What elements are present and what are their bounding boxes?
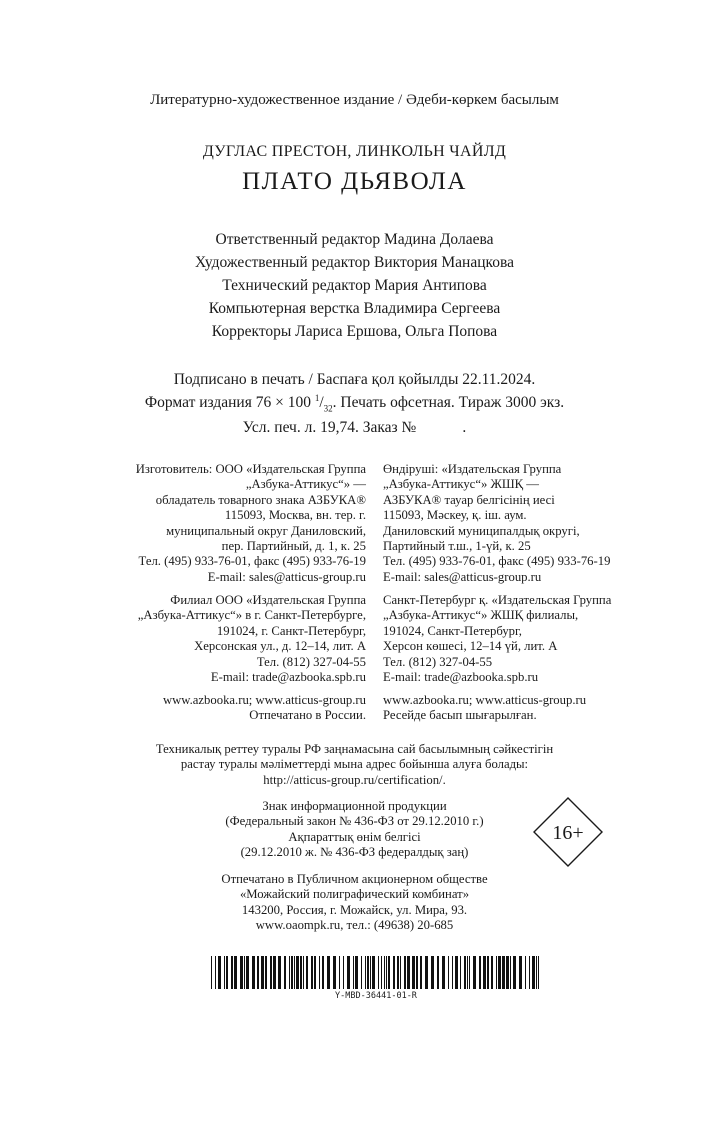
- barcode-bar: [278, 956, 281, 989]
- text-line: www.oaompk.ru, тел.: (49638) 20-685: [255, 918, 454, 933]
- barcode-bar: [393, 956, 395, 989]
- website-line: www.azbooka.ru; www.atticus-group.ru: [162, 693, 366, 707]
- book-title: ПЛАТО ДЬЯВОЛА: [242, 168, 467, 195]
- format-numerator: 1: [314, 393, 320, 403]
- barcode-bar: [469, 956, 470, 989]
- text-line: муниципальный округ Даниловский,: [166, 523, 366, 538]
- text-line: Санкт-Петербург қ. «Издательская Группа: [383, 593, 612, 607]
- text-line: АЗБУКА® тауар белгісінің иесі: [383, 492, 555, 507]
- barcode-bar: [224, 956, 225, 989]
- barcode-bar: [502, 956, 505, 989]
- barcode-bar: [464, 956, 466, 989]
- text-line: обладатель товарного знака АЗБУКА®: [155, 492, 366, 507]
- volume-line: Усл. печ. л. 19,74. Заказ № .: [242, 419, 467, 437]
- text-line: Тел. (812) 327-04-55: [256, 654, 366, 669]
- barcode-bar: [420, 956, 422, 989]
- barcode-bar: [300, 956, 302, 989]
- barcode-bar: [455, 956, 458, 989]
- text-line: Даниловский муниципалдық округі,: [383, 523, 580, 538]
- barcode-bar: [386, 956, 387, 989]
- web-kz: [383, 693, 586, 724]
- barcode-bar: [519, 956, 522, 989]
- barcode-bar: [388, 956, 390, 989]
- web-ru: [163, 693, 366, 724]
- manufacturer-ru: [136, 462, 366, 585]
- barcode-bar: [246, 956, 249, 989]
- staff-credits: [0, 228, 709, 343]
- genre-line: Литературно-художественное издание / Әдеби-көркем басылым: [150, 92, 559, 108]
- barcode-bar: [536, 956, 537, 989]
- barcode-bar: [319, 956, 320, 989]
- barcode-bar: [448, 956, 449, 989]
- barcode-bar: [506, 956, 509, 989]
- barcode-bar: [231, 956, 233, 989]
- format-denominator: 32: [323, 403, 333, 414]
- barcode-bar: [538, 956, 539, 989]
- text-line: (Федеральный закон № 436-ФЗ от 29.12.2010 г.): [225, 814, 484, 829]
- barcode-bar: [291, 956, 293, 989]
- age-rating-label: 16+: [552, 822, 584, 844]
- age-rating-badge: [532, 796, 604, 868]
- text-line: Знак информационной продукции: [262, 799, 447, 813]
- barcode-bar: [452, 956, 453, 989]
- staff-line: Технический редактор Мария Антипова: [222, 277, 487, 294]
- staff-line: Художественный редактор Виктория Манацкова: [195, 254, 514, 271]
- barcode-bar: [479, 956, 481, 989]
- barcode-bar: [437, 956, 439, 989]
- barcode-bar: [467, 956, 468, 989]
- barcode-bar: [378, 956, 379, 989]
- website-line: www.azbooka.ru; www.atticus-group.ru: [383, 693, 587, 707]
- barcode-bar: [343, 956, 344, 989]
- branch-ru: [138, 593, 366, 685]
- barcode-bar: [370, 956, 371, 989]
- barcode-bar: [294, 956, 295, 989]
- text-line: Изготовитель: ООО «Издательская Группа: [135, 462, 366, 476]
- staff-line: Компьютерная верстка Владимира Сергеева: [208, 300, 501, 317]
- barcode-bar: [327, 956, 330, 989]
- text-line: Ақпараттық өнім белгісі: [288, 829, 421, 844]
- barcode-bar: [473, 956, 476, 989]
- text-line: (29.12.2010 ж. № 436-ФЗ федералдық заң): [240, 845, 469, 860]
- text-line: „Азбука-Аттикус“» ЖШҚ —: [383, 477, 539, 492]
- text-line: Тел. (495) 933-76-01, факс (495) 933-76-19: [138, 554, 366, 569]
- text-line: 115093, Мәскеу, қ. іш. аум.: [383, 508, 527, 523]
- barcode-bar: [397, 956, 399, 989]
- text-line: 191024, г. Санкт-Петербург,: [216, 623, 366, 638]
- text-line: 143200, Россия, г. Можайск, ул. Мира, 93.: [241, 902, 468, 917]
- barcode-bar: [532, 956, 535, 989]
- barcode-bar: [400, 956, 401, 989]
- email-line: E-mail: trade@azbooka.spb.ru: [383, 670, 539, 685]
- barcode-bar: [347, 956, 350, 989]
- barcode-bar: [416, 956, 418, 989]
- barcode-bar: [273, 956, 276, 989]
- barcode-bar: [498, 956, 501, 989]
- text-line: Тел. (495) 933-76-01, факс (495) 933-76-19: [383, 554, 611, 569]
- barcode-bar: [353, 956, 354, 989]
- barcode-bar: [483, 956, 486, 989]
- barcode-bar: [261, 956, 264, 989]
- text-line: „Азбука-Аттикус“» —: [245, 477, 366, 492]
- barcode-bar: [487, 956, 489, 989]
- format-line: Формат издания 76 × 100 $^1/_{32}$. Печать офсетная. Тираж 3000 экз.: [144, 393, 565, 414]
- branch-kz: [383, 593, 611, 685]
- barcode-bar: [333, 956, 336, 989]
- barcode-bar: [211, 956, 212, 989]
- tech-regulation: [0, 742, 709, 788]
- certification-link: http://atticus-group.ru/certification/.: [263, 772, 446, 787]
- text-line: „Азбука-Аттикус“» ЖШҚ филиалы,: [383, 608, 579, 623]
- text-line: Партийный т.ш., 1-үй, к. 25: [383, 539, 531, 554]
- barcode-bar: [240, 956, 243, 989]
- barcode-bar: [303, 956, 304, 989]
- barcode-bar: [257, 956, 259, 989]
- manufacturer-kz: [383, 462, 610, 585]
- barcode-bar: [381, 956, 382, 989]
- barcode-bar: [252, 956, 255, 989]
- text-line: Техникалық реттеу туралы РФ заңнамасына сай басылымның сәйкестігін: [155, 742, 554, 756]
- barcode-bar: [372, 956, 375, 989]
- barcode-bar: [425, 956, 428, 989]
- barcode-bar: [431, 956, 434, 989]
- barcode-bar: [296, 956, 299, 989]
- barcode-bar: [367, 956, 369, 989]
- barcode-bar: [407, 956, 410, 989]
- text-line: Отпечатано в России.: [249, 708, 366, 723]
- barcode-bar: [306, 956, 308, 989]
- barcode-bar: [289, 956, 290, 989]
- email-line: E-mail: sales@atticus-group.ru: [207, 569, 366, 584]
- signed-line: Подписано в печать / Баспаға қол қойылды 22.11.2024.: [173, 371, 536, 388]
- barcode-bar: [270, 956, 272, 989]
- barcode-bar: [226, 956, 228, 989]
- text-line: Ресейде басып шығарылған.: [383, 708, 537, 723]
- email-line: E-mail: trade@azbooka.spb.ru: [210, 670, 366, 685]
- barcode: [211, 956, 541, 989]
- barcode-bar: [265, 956, 267, 989]
- staff-line: Корректоры Лариса Ершова, Ольга Попова: [211, 323, 498, 340]
- format-prefix: Формат издания 76 × 100: [144, 394, 315, 412]
- barcode-bar: [491, 956, 493, 989]
- barcode-bar: [361, 956, 362, 989]
- text-line: Тел. (812) 327-04-55: [383, 654, 493, 669]
- barcode-bar: [218, 956, 221, 989]
- authors: ДУГЛАС ПРЕСТОН, ЛИНКОЛЬН ЧАЙЛД: [202, 143, 507, 160]
- text-line: «Можайский полиграфический комбинат»: [239, 887, 470, 902]
- barcode-bar: [496, 956, 497, 989]
- barcode-bar: [234, 956, 237, 989]
- printer-info: [0, 872, 709, 934]
- barcode-bar: [384, 956, 385, 989]
- barcode-bar: [412, 956, 415, 989]
- text-line: Филиал ООО «Издательская Группа: [170, 593, 366, 607]
- barcode-bar: [244, 956, 245, 989]
- text-line: 191024, Санкт-Петербург,: [383, 623, 522, 638]
- barcode-bar: [460, 956, 461, 989]
- barcode-bar: [322, 956, 324, 989]
- text-line: Отпечатано в Публичном акционерном обществе: [221, 872, 488, 886]
- barcode-bar: [215, 956, 216, 989]
- text-line: Херсонская ул., д. 12–14, лит. А: [194, 639, 366, 654]
- barcode-bar: [404, 956, 406, 989]
- email-line: E-mail: sales@atticus-group.ru: [383, 569, 542, 584]
- text-line: Өндіруші: «Издательская Группа: [383, 462, 562, 476]
- text-line: растау туралы мәліметтерді мына адрес бойынша алуға болады:: [180, 757, 529, 772]
- text-line: Херсон көшесі, 12–14 үй, лит. А: [383, 639, 558, 654]
- barcode-bar: [355, 956, 358, 989]
- print-info: [0, 370, 709, 437]
- text-line: „Азбука-Аттикус“» в г. Санкт-Петербурге,: [137, 608, 366, 623]
- format-suffix: . Печать офсетная. Тираж 3000 экз.: [332, 394, 565, 412]
- barcode-bar: [311, 956, 313, 989]
- barcode-bar: [513, 956, 516, 989]
- barcode-bar: [529, 956, 530, 989]
- barcode-bar: [284, 956, 286, 989]
- text-line: пер. Партийный, д. 1, к. 25: [221, 539, 366, 554]
- barcode-bar: [314, 956, 316, 989]
- text-line: 115093, Москва, вн. тер. г.: [224, 508, 366, 523]
- barcode-bar: [442, 956, 445, 989]
- staff-line: Ответственный редактор Мадина Долаева: [215, 231, 494, 248]
- barcode-bar: [525, 956, 526, 989]
- volume-text: Усл. печ. л. 19,74. Заказ №: [242, 419, 417, 437]
- barcode-bar: [365, 956, 366, 989]
- barcode-label: Y-MBD-36441-01-R: [335, 991, 417, 1001]
- barcode-bar: [339, 956, 340, 989]
- barcode-bar: [510, 956, 511, 989]
